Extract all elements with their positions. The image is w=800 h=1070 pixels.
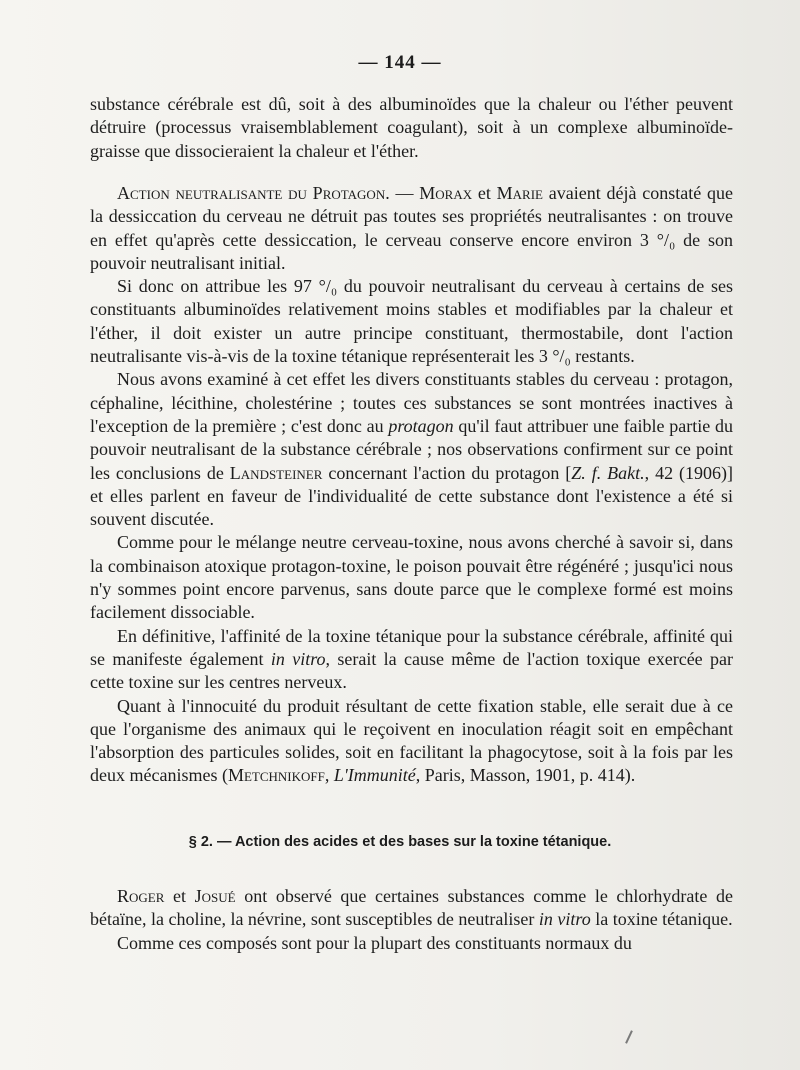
- paragraph-8: Comme ces composés sont pour la plupart des constituants normaux du: [117, 932, 632, 953]
- para5-text-2: , serait la cause même de l'action toxique exercée par cette toxine sur les centres nerveux.: [90, 648, 733, 693]
- para7-text-2: la toxine tétanique.: [590, 909, 733, 930]
- paragraph-intro: substance cérébrale est dû, soit à des albuminoïdes que la chaleur ou l'éther peuvent détruire (processus vraisemblablement coagulant), soit à un complexe albuminoïde-graisse que dissocieraient la chaleur et l'éther.: [90, 94, 733, 161]
- para3-italic-protagon: protagon: [388, 415, 454, 436]
- para6-text-2: ,: [324, 765, 334, 786]
- author-marie: Marie: [496, 183, 543, 203]
- page-number: — 144 —: [358, 52, 442, 73]
- para6-text-1: Quant à l'innocuité du produit résultant de cette fixation stable, elle serait due à ce que l'organisme des animaux qui le reçoivent en inoculation réagit soit en empêchant l'absorption des particules solides, soit en facilitant la phagocytose, soit à la fois par les deux mécanismes (: [90, 695, 733, 786]
- para3-text-3: concernant l'action du protagon [: [322, 462, 572, 483]
- paragraph-section1: [90, 182, 733, 275]
- para3-text-1: Nous avons examiné à cet effet les divers constituants stables du cerveau : protagon, céphaline, lécithine, cholestérine ; toutes ces substances se sont montrées inactives à l'exception de la première ; c'est donc au: [90, 369, 733, 436]
- paragraph-3: [90, 368, 733, 531]
- section1-conj: et: [472, 183, 497, 203]
- section2-block: [90, 885, 733, 955]
- paragraph-7: [90, 885, 733, 932]
- para3-text-2: qu'il faut attribuer une faible partie du pouvoir neutralisant de la substance cérébrale ; nos observations confirment sur ce point les conclusions de: [90, 415, 734, 483]
- section1-title: Action neutralisante du Protagon.: [117, 183, 390, 203]
- author-josue: Josué: [194, 886, 236, 906]
- para6-italic-title: L'Immunité: [333, 765, 416, 786]
- para5-text-1: En définitive, l'affinité de la toxine tétanique pour la substance cérébrale, affinité qui se manifeste également: [90, 625, 733, 669]
- para7-text-1: ont observé que certaines substances comme le chlorhydrate de bétaïne, la choline, la névrine, sont susceptibles de neutraliser: [90, 886, 733, 930]
- author-metchnikoff: Metchnikoff: [227, 765, 325, 786]
- pencil-mark: [625, 1030, 633, 1044]
- para6-text-3: , Paris, Masson, 1901, p. 414).: [415, 765, 636, 786]
- para7-italic: in vitro: [538, 909, 591, 930]
- para3-text-4: , 42 (1906)] et elles parlent en faveur de l'individualité de cette substance dont l'existence a été si souvent discutée.: [90, 462, 734, 530]
- author-morax: Morax: [419, 183, 473, 203]
- para5-italic: in vitro: [270, 648, 326, 669]
- intro-block: [90, 93, 733, 163]
- section2-heading: § 2. — Action des acides et des bases sur la toxine tétanique.: [188, 834, 612, 850]
- para7-conj: et: [164, 886, 195, 906]
- paragraph-6: [90, 695, 733, 788]
- paragraph-5: [90, 625, 733, 695]
- para3-citation: Z. f. Bakt.: [571, 462, 645, 483]
- section1-dash: —: [389, 183, 420, 203]
- paragraph-4: Comme pour le mélange neutre cerveau-toxine, nous avons cherché à savoir si, dans la combinaison atoxique protagon-toxine, le poison pouvait être régénéré ; jusqu'ici nous n'y sommes point encore parvenus, sans doute parce que le complexe formé est moins facilement dissociable.: [90, 532, 733, 623]
- author-roger: Roger: [117, 886, 165, 906]
- paragraph-2: Si donc on attribue les 97 °/₀ du pouvoir neutralisant du cerveau à certains de ses constituants albuminoïdes relativement moins stables et modifiables par la chaleur et l'éther, il doit exister un autre principe constituant, thermostabile, dont l'action neutralisante vis-à-vis de la toxine tétanique représenterait les 3 °/₀ restants.: [90, 276, 733, 367]
- main-text-block: [90, 182, 733, 788]
- section1-text: avaient déjà constaté que la dessiccation du cerveau ne détruit pas toutes ses propriétés neutralisantes : on trouve en effet qu'après cette dessiccation, le cerveau conserve encore environ 3 °/₀ de son pouvoir neutralisant initial.: [90, 183, 734, 273]
- author-landsteiner: Landsteiner: [229, 462, 323, 483]
